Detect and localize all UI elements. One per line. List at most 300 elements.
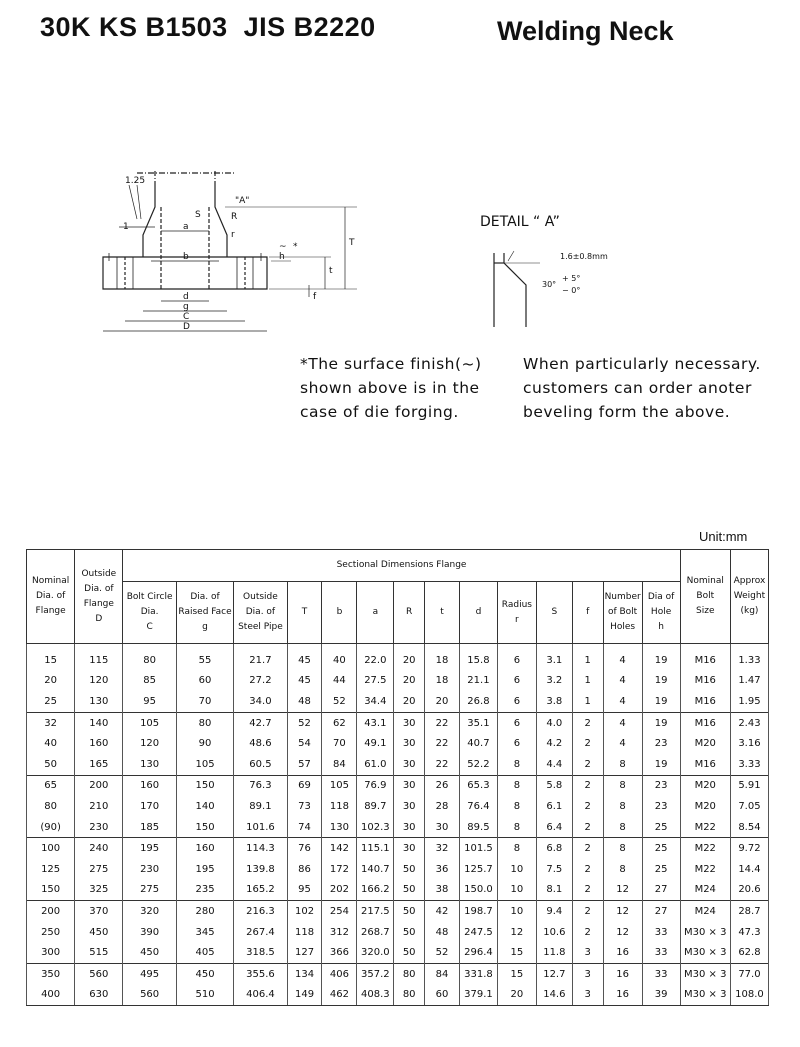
table-cell: 4 [603, 691, 642, 712]
table-cell: 10 [497, 859, 536, 880]
table-cell: 101.5 [459, 838, 497, 859]
header-t-upper: T [287, 582, 322, 644]
table-cell: 8 [497, 817, 536, 838]
table-cell: 200 [75, 775, 123, 796]
flange-drawing [95, 165, 395, 345]
table-row [27, 775, 769, 796]
table-cell: 40 [322, 644, 357, 671]
table-cell: 130 [75, 691, 123, 712]
table-cell: M30 × 3 [680, 963, 730, 984]
table-cell: 30 [425, 817, 460, 838]
table-cell: 2 [572, 712, 603, 733]
table-cell: 254 [322, 901, 357, 922]
table-cell: 19 [642, 644, 680, 671]
table-cell: 4 [603, 733, 642, 754]
table-cell: 2 [572, 817, 603, 838]
table-cell: 350 [27, 963, 75, 984]
table-cell: 89.1 [234, 796, 287, 817]
table-cell: 165.2 [234, 880, 287, 901]
table-cell: 27.5 [357, 671, 394, 692]
table-cell: 108.0 [730, 985, 768, 1006]
dim-detail-a: "A" [235, 196, 250, 206]
table-cell: 22.0 [357, 644, 394, 671]
table-cell: 30 [394, 712, 425, 733]
table-cell: 115.1 [357, 838, 394, 859]
table-cell: 495 [123, 963, 176, 984]
table-cell: 27 [642, 880, 680, 901]
table-cell: 15 [497, 942, 536, 963]
table-cell: 25 [642, 838, 680, 859]
table-cell: 27 [642, 901, 680, 922]
table-cell: 21.7 [234, 644, 287, 671]
table-cell: 30 [394, 754, 425, 775]
table-cell: 405 [176, 942, 233, 963]
header-t-lower: t [425, 582, 460, 644]
table-cell: 217.5 [357, 901, 394, 922]
table-cell: 120 [75, 671, 123, 692]
header-a: a [357, 582, 394, 644]
table-cell: 50 [394, 942, 425, 963]
note-line: shown above is in the [300, 379, 480, 397]
table-cell: 34.0 [234, 691, 287, 712]
table-cell: 149 [287, 985, 322, 1006]
dim-d: d [183, 292, 189, 302]
dim-r-lower: r [231, 230, 235, 240]
dim-c: C [183, 312, 190, 322]
table-cell: 198.7 [459, 901, 497, 922]
table-cell: 76.3 [234, 775, 287, 796]
table-cell: 40.7 [459, 733, 497, 754]
header-d: d [459, 582, 497, 644]
dim-h: h [279, 252, 285, 262]
table-cell: 95 [287, 880, 322, 901]
table-cell: 76.4 [459, 796, 497, 817]
table-cell: 62 [322, 712, 357, 733]
table-cell: 65 [27, 775, 75, 796]
table-cell: 150.0 [459, 880, 497, 901]
table-cell: 3.33 [730, 754, 768, 775]
table-cell: 105 [176, 754, 233, 775]
table-cell: 26 [425, 775, 460, 796]
table-cell: 510 [176, 985, 233, 1006]
table-cell: 250 [27, 922, 75, 943]
table-cell: 80 [394, 985, 425, 1006]
table-cell: 20 [394, 691, 425, 712]
table-cell: 195 [176, 859, 233, 880]
table-cell: 54 [287, 733, 322, 754]
table-cell: 61.0 [357, 754, 394, 775]
table-cell: 86 [287, 859, 322, 880]
header-b: b [322, 582, 357, 644]
note-line: case of die forging. [300, 403, 459, 421]
table-cell: 50 [27, 754, 75, 775]
table-cell: 30 [394, 775, 425, 796]
table-cell: 8 [497, 838, 536, 859]
table-cell: 134 [287, 963, 322, 984]
table-cell: 1 [572, 691, 603, 712]
table-cell: 355.6 [234, 963, 287, 984]
table-cell: 25 [642, 859, 680, 880]
table-cell: 6 [497, 644, 536, 671]
table-cell: 62.8 [730, 942, 768, 963]
table-cell: M24 [680, 880, 730, 901]
table-cell: 11.8 [536, 942, 572, 963]
detail-thickness: 1.6±0.8mm [560, 252, 608, 261]
table-cell: M22 [680, 859, 730, 880]
table-cell: M16 [680, 754, 730, 775]
table-cell: 195 [123, 838, 176, 859]
table-cell: 30 [394, 796, 425, 817]
surface-finish-note [300, 352, 482, 424]
table-cell: 52 [322, 691, 357, 712]
table-cell: 16 [603, 942, 642, 963]
table-cell: 560 [75, 963, 123, 984]
table-cell: 8.54 [730, 817, 768, 838]
table-cell: 84 [322, 754, 357, 775]
table-row [27, 754, 769, 775]
dim-t-thickness: T [349, 238, 355, 248]
table-cell: 21.1 [459, 671, 497, 692]
table-cell: (90) [27, 817, 75, 838]
note-line: When particularly necessary. [523, 355, 761, 373]
table-cell: 14.4 [730, 859, 768, 880]
table-cell: 70 [322, 733, 357, 754]
table-cell: 300 [27, 942, 75, 963]
table-cell: 408.3 [357, 985, 394, 1006]
header-bolt-size: Nominal Bolt Size [680, 550, 730, 644]
table-cell: 139.8 [234, 859, 287, 880]
table-cell: 14.6 [536, 985, 572, 1006]
table-cell: 65.3 [459, 775, 497, 796]
table-row [27, 691, 769, 712]
table-cell: 406 [322, 963, 357, 984]
table-cell: 3.8 [536, 691, 572, 712]
table-cell: 170 [123, 796, 176, 817]
table-cell: 8 [497, 796, 536, 817]
table-cell: 32 [425, 838, 460, 859]
table-cell: 150 [176, 817, 233, 838]
table-cell: M16 [680, 691, 730, 712]
table-cell: 8 [603, 754, 642, 775]
table-cell: 102 [287, 901, 322, 922]
table-cell: 140.7 [357, 859, 394, 880]
table-cell: 2 [572, 880, 603, 901]
table-cell: 52 [287, 712, 322, 733]
table-cell: 247.5 [459, 922, 497, 943]
table-cell: 268.7 [357, 922, 394, 943]
header-pipe-od: Outside Dia. of Steel Pipe [234, 582, 287, 644]
detail-tol-plus: + 5° [562, 274, 581, 283]
table-cell: 202 [322, 880, 357, 901]
table-row [27, 796, 769, 817]
table-cell: 125.7 [459, 859, 497, 880]
table-row [27, 985, 769, 1006]
table-cell: 60 [176, 671, 233, 692]
table-cell: 4.4 [536, 754, 572, 775]
table-row [27, 963, 769, 984]
page-title: 30K KS B1503 JIS B2220 [40, 12, 376, 42]
table-cell: M16 [680, 712, 730, 733]
table-cell: 50 [394, 859, 425, 880]
table-cell: 4 [603, 671, 642, 692]
table-cell: 166.2 [357, 880, 394, 901]
table-cell: 84 [425, 963, 460, 984]
table-cell: 390 [123, 922, 176, 943]
table-cell: 18 [425, 671, 460, 692]
table-cell: M20 [680, 796, 730, 817]
table-cell: 30 [394, 838, 425, 859]
header-f: f [572, 582, 603, 644]
table-cell: 12.7 [536, 963, 572, 984]
table-cell: 125 [27, 859, 75, 880]
table-cell: 10.6 [536, 922, 572, 943]
table-cell: 9.4 [536, 901, 572, 922]
table-cell: 280 [176, 901, 233, 922]
table-cell: 89.7 [357, 796, 394, 817]
table-cell: 22 [425, 733, 460, 754]
table-row [27, 733, 769, 754]
detail-title: DETAIL “ A” [480, 214, 560, 230]
dim-b: b [183, 252, 189, 262]
table-cell: 130 [123, 754, 176, 775]
table-cell: 12 [603, 880, 642, 901]
dim-d-outer: D [183, 322, 190, 332]
table-cell: M30 × 3 [680, 985, 730, 1006]
table-cell: 20 [394, 644, 425, 671]
dim-1-25: 1.25 [125, 176, 146, 186]
table-cell: 70 [176, 691, 233, 712]
table-row [27, 922, 769, 943]
table-cell: 140 [75, 712, 123, 733]
table-cell: 406.4 [234, 985, 287, 1006]
table-cell: 35.1 [459, 712, 497, 733]
table-cell: 118 [287, 922, 322, 943]
table-cell: 9.72 [730, 838, 768, 859]
table-cell: 1.95 [730, 691, 768, 712]
table-cell: 19 [642, 712, 680, 733]
table-cell: 33 [642, 942, 680, 963]
table-cell: M30 × 3 [680, 922, 730, 943]
table-cell: 450 [176, 963, 233, 984]
table-cell: 165 [75, 754, 123, 775]
table-cell: 2.43 [730, 712, 768, 733]
table-cell: 275 [75, 859, 123, 880]
table-cell: 4.2 [536, 733, 572, 754]
table-cell: 357.2 [357, 963, 394, 984]
table-cell: 1.33 [730, 644, 768, 671]
table-cell: 4 [603, 644, 642, 671]
table-cell: 12 [603, 922, 642, 943]
table-cell: 6 [497, 671, 536, 692]
table-row [27, 880, 769, 901]
table-cell: 331.8 [459, 963, 497, 984]
table-cell: M20 [680, 775, 730, 796]
table-cell: 160 [75, 733, 123, 754]
detail-angle: 30° [542, 280, 557, 289]
table-cell: 45 [287, 671, 322, 692]
table-cell: 10 [497, 901, 536, 922]
table-cell: 127 [287, 942, 322, 963]
table-cell: 30 [394, 733, 425, 754]
note-line: customers can order anoter [523, 379, 752, 397]
table-cell: 7.5 [536, 859, 572, 880]
table-cell: 318.5 [234, 942, 287, 963]
table-cell: 1 [572, 644, 603, 671]
table-cell: M22 [680, 817, 730, 838]
table-cell: 140 [176, 796, 233, 817]
header-hole-dia: Dia of Hole h [642, 582, 680, 644]
table-cell: 48.6 [234, 733, 287, 754]
table-cell: 36 [425, 859, 460, 880]
table-cell: 4.0 [536, 712, 572, 733]
table-cell: 73 [287, 796, 322, 817]
table-cell: 76 [287, 838, 322, 859]
table-cell: 16 [603, 985, 642, 1006]
table-cell: 50 [394, 922, 425, 943]
table-cell: 130 [322, 817, 357, 838]
table-cell: 20 [27, 671, 75, 692]
table-cell: 42 [425, 901, 460, 922]
table-cell: 105 [322, 775, 357, 796]
table-cell: 370 [75, 901, 123, 922]
table-cell: 7.05 [730, 796, 768, 817]
table-cell: 400 [27, 985, 75, 1006]
table-cell: 45 [287, 644, 322, 671]
dim-r-upper: R [231, 212, 238, 222]
table-cell: 100 [27, 838, 75, 859]
table-cell: 296.4 [459, 942, 497, 963]
table-cell: 5.91 [730, 775, 768, 796]
table-cell: 105 [123, 712, 176, 733]
table-cell: 312 [322, 922, 357, 943]
table-cell: 85 [123, 671, 176, 692]
unit-label: Unit:mm [699, 529, 748, 544]
table-row [27, 817, 769, 838]
table-cell: 8 [497, 775, 536, 796]
beveling-note [523, 352, 761, 424]
detail-a-drawing [480, 205, 640, 335]
table-row [27, 942, 769, 963]
table-cell: 6.4 [536, 817, 572, 838]
table-cell: 200 [27, 901, 75, 922]
table-cell: 172 [322, 859, 357, 880]
table-cell: 5.8 [536, 775, 572, 796]
table-cell: 462 [322, 985, 357, 1006]
table-cell: M24 [680, 901, 730, 922]
asterisk-mark: * [293, 242, 298, 252]
header-outside-dia: Outside Dia. of Flange D [75, 550, 123, 644]
table-cell: 52 [425, 942, 460, 963]
table-cell: 48 [287, 691, 322, 712]
table-cell: 6.1 [536, 796, 572, 817]
table-cell: 25 [642, 817, 680, 838]
table-row [27, 859, 769, 880]
table-cell: 55 [176, 644, 233, 671]
table-cell: 630 [75, 985, 123, 1006]
table-cell: M16 [680, 671, 730, 692]
table-cell: 230 [75, 817, 123, 838]
table-cell: 25 [27, 691, 75, 712]
table-cell: 27.2 [234, 671, 287, 692]
table-cell: 23 [642, 796, 680, 817]
table-cell: 1 [572, 671, 603, 692]
table-cell: 12 [497, 922, 536, 943]
table-cell: 16 [603, 963, 642, 984]
table-cell: 8 [603, 838, 642, 859]
table-cell: 8 [603, 859, 642, 880]
table-cell: 160 [123, 775, 176, 796]
table-cell: 80 [176, 712, 233, 733]
table-cell: 80 [123, 644, 176, 671]
table-cell: 15 [27, 644, 75, 671]
table-cell: 3.2 [536, 671, 572, 692]
table-cell: 115 [75, 644, 123, 671]
table-cell: 8 [603, 796, 642, 817]
table-cell: 23 [642, 733, 680, 754]
table-cell: 19 [642, 671, 680, 692]
table-cell: 89.5 [459, 817, 497, 838]
table-cell: 560 [123, 985, 176, 1006]
table-cell: 320 [123, 901, 176, 922]
table-cell: 48 [425, 922, 460, 943]
dim-s: S [195, 210, 201, 220]
table-cell: 20 [394, 671, 425, 692]
table-cell: 2 [572, 859, 603, 880]
table-cell: 77.0 [730, 963, 768, 984]
table-cell: 6 [497, 733, 536, 754]
table-cell: 28 [425, 796, 460, 817]
table-cell: 40 [27, 733, 75, 754]
detail-tol-minus: − 0° [562, 286, 581, 295]
table-cell: 19 [642, 754, 680, 775]
table-cell: 6.8 [536, 838, 572, 859]
table-cell: 50 [394, 901, 425, 922]
table-cell: 150 [27, 880, 75, 901]
table-cell: 230 [123, 859, 176, 880]
header-weight: Approx Weight (kg) [730, 550, 768, 644]
table-cell: 90 [176, 733, 233, 754]
table-cell: 210 [75, 796, 123, 817]
dim-t: t [329, 266, 333, 276]
table-cell: 267.4 [234, 922, 287, 943]
table-cell: 6 [497, 691, 536, 712]
table-cell: 15 [497, 963, 536, 984]
table-row [27, 838, 769, 859]
table-cell: 43.1 [357, 712, 394, 733]
header-r-upper: R [394, 582, 425, 644]
table-cell: 185 [123, 817, 176, 838]
table-cell: 2 [572, 901, 603, 922]
table-cell: 142 [322, 838, 357, 859]
table-cell: 2 [572, 922, 603, 943]
table-row [27, 671, 769, 692]
table-cell: 19 [642, 691, 680, 712]
table-cell: 450 [123, 942, 176, 963]
header-sectional-dimensions: Sectional Dimensions Flange [123, 550, 680, 582]
table-cell: 47.3 [730, 922, 768, 943]
table-cell: 216.3 [234, 901, 287, 922]
table-cell: 15.8 [459, 644, 497, 671]
table-cell: 33 [642, 922, 680, 943]
table-cell: 10 [497, 880, 536, 901]
table-cell: 76.9 [357, 775, 394, 796]
table-cell: 118 [322, 796, 357, 817]
table-cell: 50 [394, 880, 425, 901]
table-cell: 52.2 [459, 754, 497, 775]
table-cell: 60.5 [234, 754, 287, 775]
table-cell: 3 [572, 963, 603, 984]
table-row [27, 644, 769, 671]
